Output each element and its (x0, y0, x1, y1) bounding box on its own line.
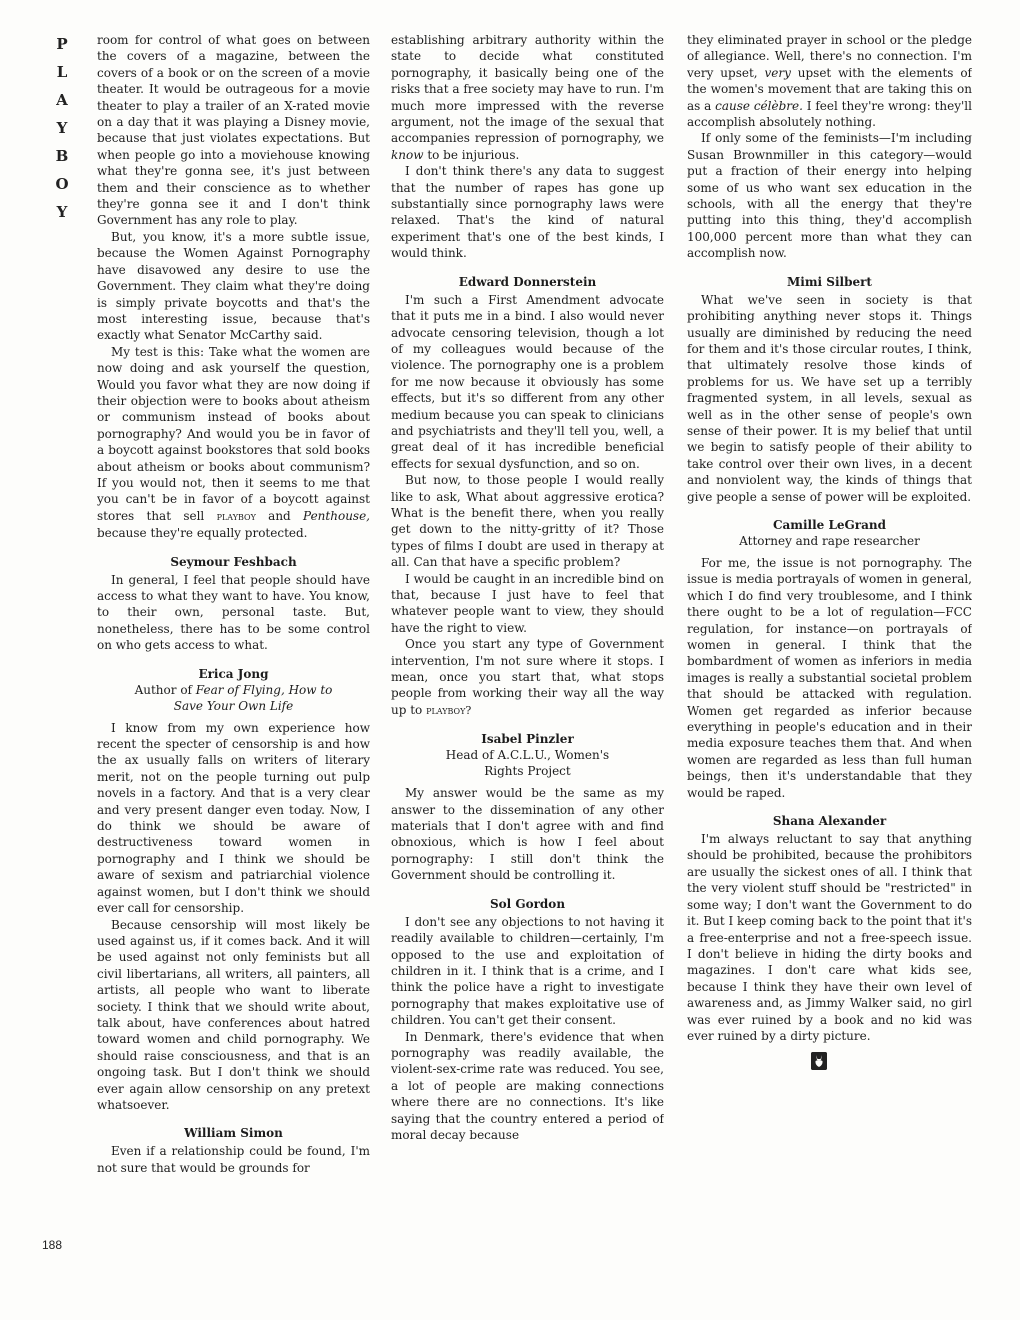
paragraph-text: establishing arbitrary authority within the state to decide what constituted pornography, it basically being one of the risks that a free society may have to run. I'm much more impressed with the reverse argument, not the image of the sexual that accompanies repression of pornography, we (391, 33, 664, 146)
paragraph: I don't see any objections to not having it readily available to children—certainly, I'm opposed to the use and exploitation of children in it. I think that is a crime, and I think the police have a right to investigate pornography that makes exploitative use of children. You can't get their consent. (391, 914, 664, 1028)
byline-role: Save Your Own Life (173, 698, 294, 713)
page-number: 188 (42, 1238, 63, 1252)
masthead-letter: A (56, 91, 68, 109)
paragraph: But now, to those people I would really like to ask, What about aggressive erotica? What is the benefit there, when you really get down to the nitty-gritty of it? Those types of films I doubt are used in therapy at all. Can that have a specific problem? (391, 473, 664, 570)
paragraph: In Denmark, there's evidence that when pornography was readily available, the violent-sex-crime rate was reduced. You see, a lot of people are making connections where there are no connections. It's like saying that the country entered a period of moral decay because (391, 1029, 664, 1142)
paragraph (391, 32, 664, 163)
byline: Erica Jong (198, 666, 269, 681)
masthead-letter: B (55, 147, 69, 165)
rabbit-head-icon (811, 1052, 827, 1070)
emphasis: know (391, 147, 424, 162)
paragraph: My answer would be the same as my answer to the dissemination of any other materials that I don't agree with and find obnoxious, which is how I feel about pornography: I still don't think the Government should be controlling it. (391, 786, 664, 883)
paragraph-text: My test is this: Take what the women are now doing and ask yourself the question, Would you favor what they are now doing if their objection were to books about atheism or communism instead of books about pornography? And would you be in favor of a boycott against bookstores that sold books about atheism or books about communism? If you would not, then it seems to me that you can't be in favor of a boycott against stores that sell (97, 344, 370, 523)
magazine-name: playboy (216, 509, 256, 523)
masthead-letter: O (55, 175, 69, 193)
paragraph: I'm such a First Amendment advocate that it puts me in a bind. I also would never advocate censoring television, though a lot of my colleagues would because of the violence. The pornography one is a problem for me now because it obviously has some effects, but it's so different from any other medium because you can speak to clinicians and psychiatrists and they'll tell you, well, a great deal of it has incredible beneficial effects for sexual dysfunction, and so on. (391, 292, 664, 471)
paragraph (391, 636, 664, 719)
column-1 (97, 32, 370, 1272)
paragraph-text: and (255, 508, 304, 523)
byline: Seymour Feshbach (170, 554, 297, 569)
magazine-masthead-vertical (52, 30, 72, 226)
paragraph-text: upset with the elements of the women's movement that are taking this on as a (687, 65, 972, 113)
masthead-letter: Y (56, 119, 68, 137)
paragraph: If only some of the feminists—I'm including Susan Brownmiller in this category—would put a fraction of their energy into helping some of us who want sex education in the schools, with all the energy that they're putting into this thing, they'd accomplish 100,000 percent more than what they can accomplish now. (687, 131, 972, 261)
paragraph-text: because they're equally protected. (97, 526, 308, 541)
byline-role: Head of A.C.L.U., Women's (445, 748, 610, 763)
column-3 (687, 32, 972, 1272)
byline: Isabel Pinzler (481, 732, 574, 747)
book-title: Fear of Flying, How to (195, 682, 333, 697)
paragraph: Even if a relationship could be found, I'm not sure that would be grounds for (97, 1144, 370, 1175)
paragraph-text: I feel they're wrong: they'll accomplish absolutely nothing. (687, 98, 972, 130)
byline-role (97, 682, 370, 698)
byline-role: Rights Project (484, 764, 571, 779)
paragraph: Because censorship will most likely be used against us, if it comes back. And it will be used against not only feminists but all civil libertarians, all writers, all painters, all artists, all people who want to liberate society. I think that we should write about, talk about, have conferences about hatred toward women and child pornography. We should raise consciousness, and that is an ongoing task. But I don't think we should ever again allow censorship on any pretext whatsoever. (97, 917, 370, 1112)
byline: Edward Donnerstein (458, 274, 597, 289)
paragraph-text: to be injurious. (423, 147, 520, 162)
paragraph: But, you know, it's a more subtle issue, because the Women Against Pornography have disavowed any desire to use the Government. They claim what they're doing is simply private boycotts and that's the most interesting issue, because that's exactly what Senator McCarthy said. (97, 229, 370, 343)
emphasis: cause célèbre. (715, 98, 803, 113)
paragraph: I'm always reluctant to say that anything should be prohibited, because the prohibitors are usually the sickest ones of all. I think that the very violent stuff should be "restricted" in some way; I don't want the Government to do it. But I keep coming back to the point that it's a free-enterprise and not a free-speech issue. I don't believe in hiding the dirty books and magazines. I don't care what kids see, because I think they have their own level of awareness and, as Jimmy Walker said, no girl was ever ruined by a book and no kid was ever ruined by a dirty picture. (687, 832, 972, 1043)
byline: Sol Gordon (489, 896, 566, 911)
role-text: Author of (134, 682, 196, 697)
paragraph: room for control of what goes on between the covers of a magazine, between the covers of a book or on the screen of a movie theater. It would be outrageous for a movie theater to play a trailer of an X-rated movie on a day that it was playing a Disney movie, because that just violates expectations. But when people go into a moviehouse knowing what they're gonna see, it's just between them and their conscience as to whether they're gonna see it and I don't think Government has any role to play. (97, 33, 370, 228)
rabbit-head-icon-shape (811, 1052, 827, 1070)
column-2 (391, 32, 664, 1272)
paragraph: I don't think there's any data to suggest that the number of rapes has gone up substantially since pornography laws were relaxed. That's the kind of natural experiment that's one of the best kinds, I would think. (391, 164, 664, 261)
magazine-name: Penthouse, (303, 508, 370, 523)
paragraph: For me, the issue is not pornography. The issue is media portrayals of women in general, which I do find very troublesome, and I think there ought to be a lot of regulation—FCC regulation, for instance—on portrayals of women in general. I think that the bombardment of women as inferiors in media images is really a substantial societal problem that should be attacked with regulation. Women get regarded as inferior because everything in people's education and in their media exposure teaches them that. And when women are regarded as less than full human beings, then it's understandable that they would be raped. (687, 555, 972, 800)
emphasis: very (764, 65, 791, 80)
byline-role: Attorney and rape researcher (739, 533, 920, 548)
magazine-name: playboy? (426, 703, 472, 717)
masthead-text (52, 30, 72, 226)
byline: Camille LeGrand (772, 517, 887, 532)
paragraph: I would be caught in an incredible bind on that, because I just have to feel that whatever people want to view, they should have the right to view. (391, 571, 664, 635)
paragraph (687, 32, 972, 130)
paragraph-text: they eliminated prayer in school or the pledge of allegiance. Well, there's no connection. I'm very upset, (687, 33, 972, 80)
paragraph: I know from my own experience how recent the specter of censorship is and how the ax usually falls on writers of literary merit, not on the people turning out pulp novels in a factory. And that is a very clear and very present danger even today. Now, I do think we should be aware of destructiveness toward women in pornography and I think we should be aware of sexism and patriarchial violence against women, but I don't think we should ever call for censorship. (97, 720, 370, 916)
byline: Mimi Silbert (787, 274, 872, 289)
paragraph: In general, I feel that people should have access to what they want to have. You know, to their own, personal taste. But, nonetheless, there has to be some control on who gets access to what. (97, 572, 370, 653)
masthead-letter: Y (56, 203, 68, 221)
paragraph: What we've seen in society is that prohibiting anything never stops it. Things usually are diminished by reducing the need for them and it's those circular routes, I think, that ultimately resolve those kinds of problems for us. We have set up a terribly fragmented system, in all levels, sexual as well as in the other sense of people's own sense of their power. It is my belief that until we begin to satisfy people of their ability to take control over their own lives, in a decent and nonviolent way, the kinds of things that give people a sense of power will be exploited. (687, 292, 972, 504)
masthead-letter: P (56, 35, 68, 53)
masthead-letter: L (56, 63, 68, 81)
byline: Shana Alexander (772, 814, 887, 829)
paragraph (97, 344, 370, 542)
byline: William Simon (184, 1126, 283, 1141)
paragraph-text: Once you start any type of Government intervention, I'm not sure where it stops. I mean, once you start that, what stops people from working their way all the way up to (391, 637, 664, 717)
